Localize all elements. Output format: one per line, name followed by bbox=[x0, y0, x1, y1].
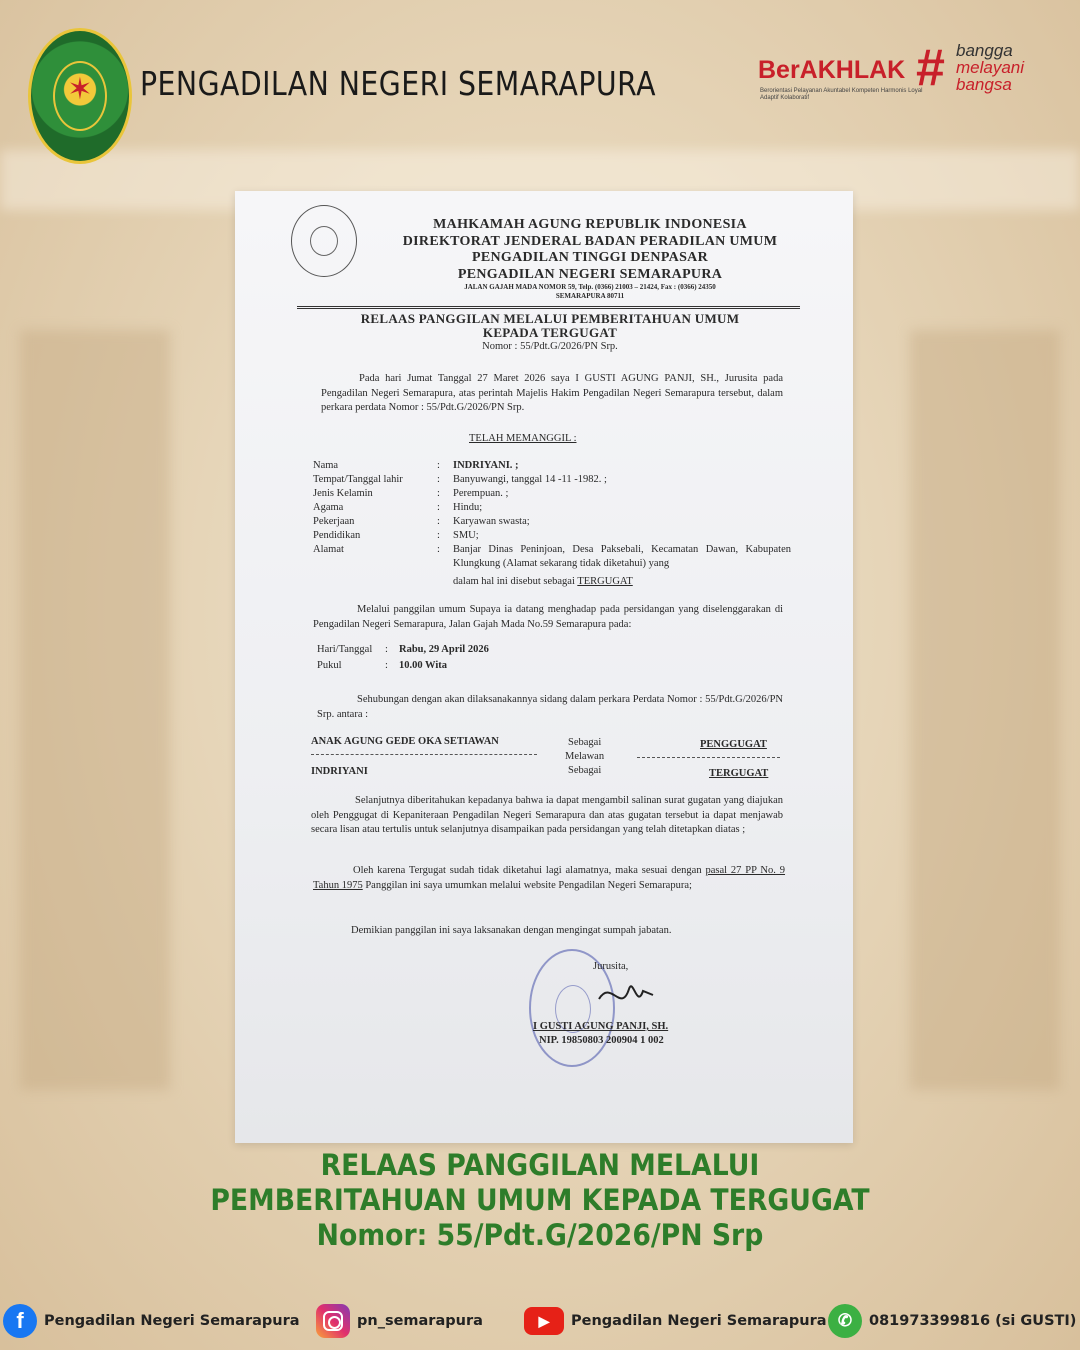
identity-colon: : bbox=[437, 502, 440, 513]
hari-colon: : bbox=[385, 644, 388, 655]
bangga-melayani-bangsa bbox=[956, 42, 1024, 93]
penggugat-divider bbox=[311, 754, 537, 755]
youtube-link[interactable] bbox=[524, 1303, 827, 1339]
whatsapp-link[interactable] bbox=[828, 1303, 1076, 1339]
tergugat-label: TERGUGAT bbox=[577, 576, 633, 587]
identity-colon: : bbox=[437, 544, 440, 555]
identity-label: Nama bbox=[313, 460, 339, 471]
berakhlak-logo bbox=[758, 38, 1058, 108]
court-name: PENGADILAN NEGERI SEMARAPURA bbox=[140, 64, 656, 103]
identity-label: Alamat bbox=[313, 544, 344, 555]
youtube-icon: ▶ bbox=[524, 1307, 564, 1335]
pukul-value: 10.00 Wita bbox=[399, 660, 448, 671]
pukul-label: Pukul bbox=[317, 660, 342, 671]
caption bbox=[0, 1148, 1080, 1253]
caption-line-3: Nomor: 55/Pdt.G/2026/PN Srp bbox=[316, 1218, 764, 1252]
identity-colon: : bbox=[437, 488, 440, 499]
letterhead-divider bbox=[297, 306, 800, 309]
sehubungan-paragraph: Sehubungan dengan akan dilaksanakannya sidang dalam perkara Perdata Nomor : 55/Pdt.G/2026/PN Srp. antara : bbox=[317, 694, 783, 720]
background-column-left bbox=[20, 330, 170, 1090]
tagline-melayani: melayani bbox=[956, 58, 1025, 77]
youtube-handle: Pengadilan Negeri Semarapura bbox=[571, 1313, 827, 1329]
pasal-reference: pasal 27 PP No. 9 Tahun 1975 bbox=[313, 865, 786, 891]
tagline-bangga: bangga bbox=[956, 41, 1013, 60]
court-logo-star-icon: ✶ bbox=[67, 73, 93, 106]
identity-label: Tempat/Tanggal lahir bbox=[313, 474, 403, 485]
tergugat-name: INDRIYANI bbox=[311, 766, 368, 777]
document-number: Nomor : 55/Pdt.G/2026/PN Srp. bbox=[482, 341, 618, 352]
oleh-text-1: Oleh karena Tergugat sudah tidak diketahui lagi alamatnya, maka sesuai dengan bbox=[353, 865, 702, 876]
role-divider bbox=[637, 757, 780, 758]
penggugat-name: ANAK AGUNG GEDE OKA SETIAWAN bbox=[311, 736, 499, 747]
facebook-handle: Pengadilan Negeri Semarapura bbox=[44, 1313, 300, 1329]
identity-value: Karyawan swasta; bbox=[453, 516, 530, 527]
melawan: Melawan bbox=[565, 751, 605, 762]
selanjutnya-paragraph: Selanjutnya diberitahukan kepadanya bahwa ia dapat mengambil salinan surat gugatan yang diajukan oleh Penggugat di Kepaniteraan Pengadilan Negeri Semarapura dan atas gugatan tersebut ia dapat menjawab secara lisan atau tertulis untuk selanjutnya disampaikan pada persidangan yang telah ditetapkan diatas ; bbox=[311, 795, 783, 835]
hari-value: Rabu, 29 April 2026 bbox=[399, 644, 489, 655]
identity-colon: : bbox=[437, 460, 440, 471]
caption-line-2: PEMBERITAHUAN UMUM KEPADA TERGUGAT bbox=[210, 1183, 870, 1217]
berakhlak-subtitle: Berorientasi Pelayanan Akuntabel Kompeten Harmonis Loyal Adaptif Kolaboratif bbox=[760, 88, 923, 101]
letterhead-line-4: PENGADILAN NEGERI SEMARAPURA bbox=[457, 266, 723, 282]
tagline-bangsa: bangsa bbox=[956, 75, 1012, 94]
tergugat-role: TERGUGAT bbox=[709, 768, 769, 779]
intro-paragraph: Pada hari Jumat Tanggal 27 Maret 2026 saya I GUSTI AGUNG PANJI, SH., Jurusita pada Pengadilan Negeri Semarapura, atas perintah Majelis Hakim Pengadilan Negeri Semarapura tersebut, dalam perkara perdata Nomor : 55/Pdt.G/2026/PN Srp. bbox=[321, 373, 783, 413]
letterhead-line-2: DIREKTORAT JENDERAL BADAN PERADILAN UMUM bbox=[402, 233, 778, 249]
summon-paragraph: Melalui panggilan umum Supaya ia datang menghadap pada persidangan yang diselenggarakan di Pengadilan Negeri Semarapura, Jalan Gajah Mada No.59 Semarapura pada: bbox=[313, 604, 783, 630]
header bbox=[0, 0, 1080, 175]
document-sheet bbox=[235, 191, 853, 1143]
identity-label: Pendidikan bbox=[313, 530, 361, 541]
court-logo bbox=[28, 28, 132, 164]
facebook-icon: f bbox=[3, 1304, 37, 1338]
signature-icon bbox=[591, 969, 661, 1019]
penggugat-sebagai: Sebagai bbox=[568, 737, 602, 748]
document-title-line-2: KEPADA TERGUGAT bbox=[482, 325, 618, 340]
hari-label: Hari/Tanggal bbox=[317, 644, 373, 655]
demikian-paragraph: Demikian panggilan ini saya laksanakan dengan mengingat sumpah jabatan. bbox=[351, 925, 672, 936]
pukul-colon: : bbox=[385, 660, 388, 671]
signer-name: I GUSTI AGUNG PANJI, SH. bbox=[533, 1021, 669, 1032]
letterhead-address: JALAN GAJAH MADA NOMOR 59, Telp. (0366) 21003 – 21424, Fax : (0366) 24350 bbox=[464, 283, 716, 291]
instagram-link[interactable] bbox=[316, 1303, 483, 1339]
identity-colon: : bbox=[437, 516, 440, 527]
letterhead bbox=[375, 217, 805, 301]
identity-value: Hindu; bbox=[453, 502, 483, 513]
letterhead-line-1: MAHKAMAH AGUNG REPUBLIK INDONESIA bbox=[433, 217, 747, 232]
telah-memanggil: TELAH MEMANGGIL : bbox=[469, 433, 577, 444]
identity-value: Banjar Dinas Peninjoan, Desa Paksebali, Kecamatan Dawan, Kabupaten Klungkung (Alamat sekarang tidak diketahui) yang bbox=[453, 544, 791, 569]
hashtag-icon: # bbox=[916, 39, 945, 97]
letterhead-seal-icon bbox=[291, 205, 357, 277]
letterhead-line-3: PENGADILAN TINGGI DENPASAR bbox=[472, 250, 708, 265]
instagram-handle: pn_semarapura bbox=[357, 1313, 483, 1329]
identity-colon: : bbox=[437, 474, 440, 485]
identity-label: Pekerjaan bbox=[313, 516, 355, 527]
document-title-line-1: RELAAS PANGGILAN MELALUI PEMBERITAHUAN UMUM bbox=[360, 311, 740, 326]
signer-nip: NIP. 19850803 200904 1 002 bbox=[539, 1035, 664, 1046]
document-title bbox=[335, 312, 765, 354]
tergugat-sebagai: Sebagai bbox=[568, 765, 602, 776]
alamat-continuation-text: dalam hal ini disebut sebagai bbox=[453, 576, 575, 587]
background-column-right bbox=[910, 330, 1060, 1090]
letterhead-city: SEMARAPURA 80711 bbox=[555, 292, 625, 300]
instagram-icon bbox=[316, 1304, 350, 1338]
berakhlak-word: BerAKHLAK bbox=[758, 56, 906, 84]
alamat-continuation bbox=[453, 575, 633, 590]
jurusita-label: Jurusita, bbox=[593, 961, 629, 972]
identity-value: Perempuan. ; bbox=[453, 488, 509, 499]
whatsapp-icon: ✆ bbox=[828, 1304, 862, 1338]
identity-label: Jenis Kelamin bbox=[313, 488, 373, 499]
identity-label: Agama bbox=[313, 502, 344, 513]
oleh-text-2: Panggilan ini saya umumkan melalui website Pengadilan Negeri Semarapura; bbox=[365, 879, 692, 891]
identity-value: SMU; bbox=[453, 530, 479, 541]
identity-value: INDRIYANI. ; bbox=[453, 460, 519, 471]
whatsapp-number: 081973399816 (si GUSTI) bbox=[869, 1313, 1077, 1329]
identity-value: Banyuwangi, tanggal 14 -11 -1982. ; bbox=[453, 474, 607, 485]
oleh-paragraph bbox=[313, 864, 785, 893]
identity-colon: : bbox=[437, 530, 440, 541]
facebook-link[interactable] bbox=[3, 1303, 300, 1339]
penggugat-role: PENGGUGAT bbox=[700, 739, 767, 750]
caption-line-1: RELAAS PANGGILAN MELALUI bbox=[320, 1148, 760, 1182]
